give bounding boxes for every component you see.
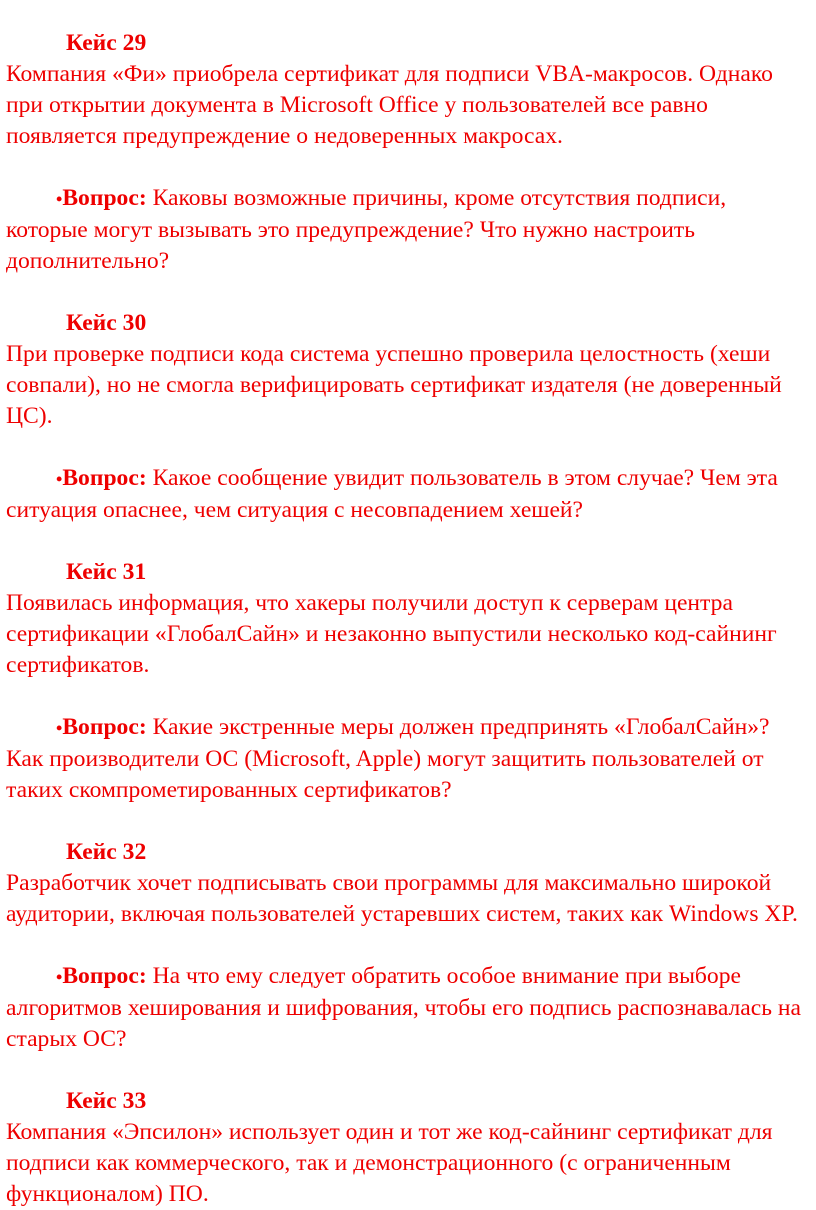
case-description: Компания «Фи» приобрела сертификат для подписи VBA-макросов. Однако при открытии документа в Microsoft Office у пользователей все равно появляется предупреждение о недоверенных макросах. xyxy=(6,61,773,149)
case-title: Кейс 30 xyxy=(66,310,147,336)
case-description: Появилась информация, что хакеры получили доступ к серверам центра сертификации «ГлобалСайн» и незаконно выпустили несколько код-сайнинг сертификатов. xyxy=(6,590,777,678)
case-question xyxy=(6,463,812,526)
case-question xyxy=(6,961,812,1055)
case-31 xyxy=(6,557,812,806)
case-description: Компания «Эпсилон» использует один и тот же код-сайнинг сертификат для подписи как коммерческого, так и демонстрационного (с ограниченным функционалом) ПО. xyxy=(6,1119,773,1207)
question-label: Вопрос: xyxy=(62,714,147,740)
case-29 xyxy=(6,28,812,277)
case-32 xyxy=(6,837,812,1055)
case-title: Кейс 32 xyxy=(66,839,147,865)
case-question xyxy=(6,712,812,806)
question-label: Вопрос: xyxy=(62,185,147,211)
question-text: Какое сообщение увидит пользователь в этом случае? Чем эта ситуация опаснее, чем ситуация с несовпадением хешей? xyxy=(6,465,778,523)
case-question xyxy=(6,183,812,277)
bullet-icon: • xyxy=(56,967,63,987)
question-label: Вопрос: xyxy=(62,465,147,491)
case-description: Разработчик хочет подписывать свои программы для максимально широкой аудитории, включая пользователей устаревших систем, таких как Windows XP. xyxy=(6,870,798,927)
bullet-icon: • xyxy=(56,469,63,489)
question-text: Какие экстренные меры должен предпринять «ГлобалСайн»? Как производители ОС (Microsoft, Apple) могут защитить пользователей от таких скомпрометированных сертификатов? xyxy=(6,714,770,803)
case-title: Кейс 33 xyxy=(66,1088,147,1114)
case-30 xyxy=(6,308,812,526)
question-label: Вопрос: xyxy=(62,963,147,989)
question-text: Каковы возможные причины, кроме отсутствия подписи, которые могут вызывать это предупреждение? Что нужно настроить дополнительно? xyxy=(6,185,727,274)
case-33 xyxy=(6,1086,812,1210)
document-page xyxy=(6,28,812,1210)
case-description: При проверке подписи кода система успешно проверила целостность (хеши совпали), но не смогла верифицировать сертификат издателя (не доверенный ЦС). xyxy=(6,341,782,429)
bullet-icon: • xyxy=(56,189,63,209)
bullet-icon: • xyxy=(56,718,63,738)
question-text: На что ему следует обратить особое внимание при выборе алгоритмов хеширования и шифрования, чтобы его подпись распознавалась на старых ОС? xyxy=(6,963,801,1052)
case-title: Кейс 29 xyxy=(66,30,147,56)
case-title: Кейс 31 xyxy=(66,559,147,585)
